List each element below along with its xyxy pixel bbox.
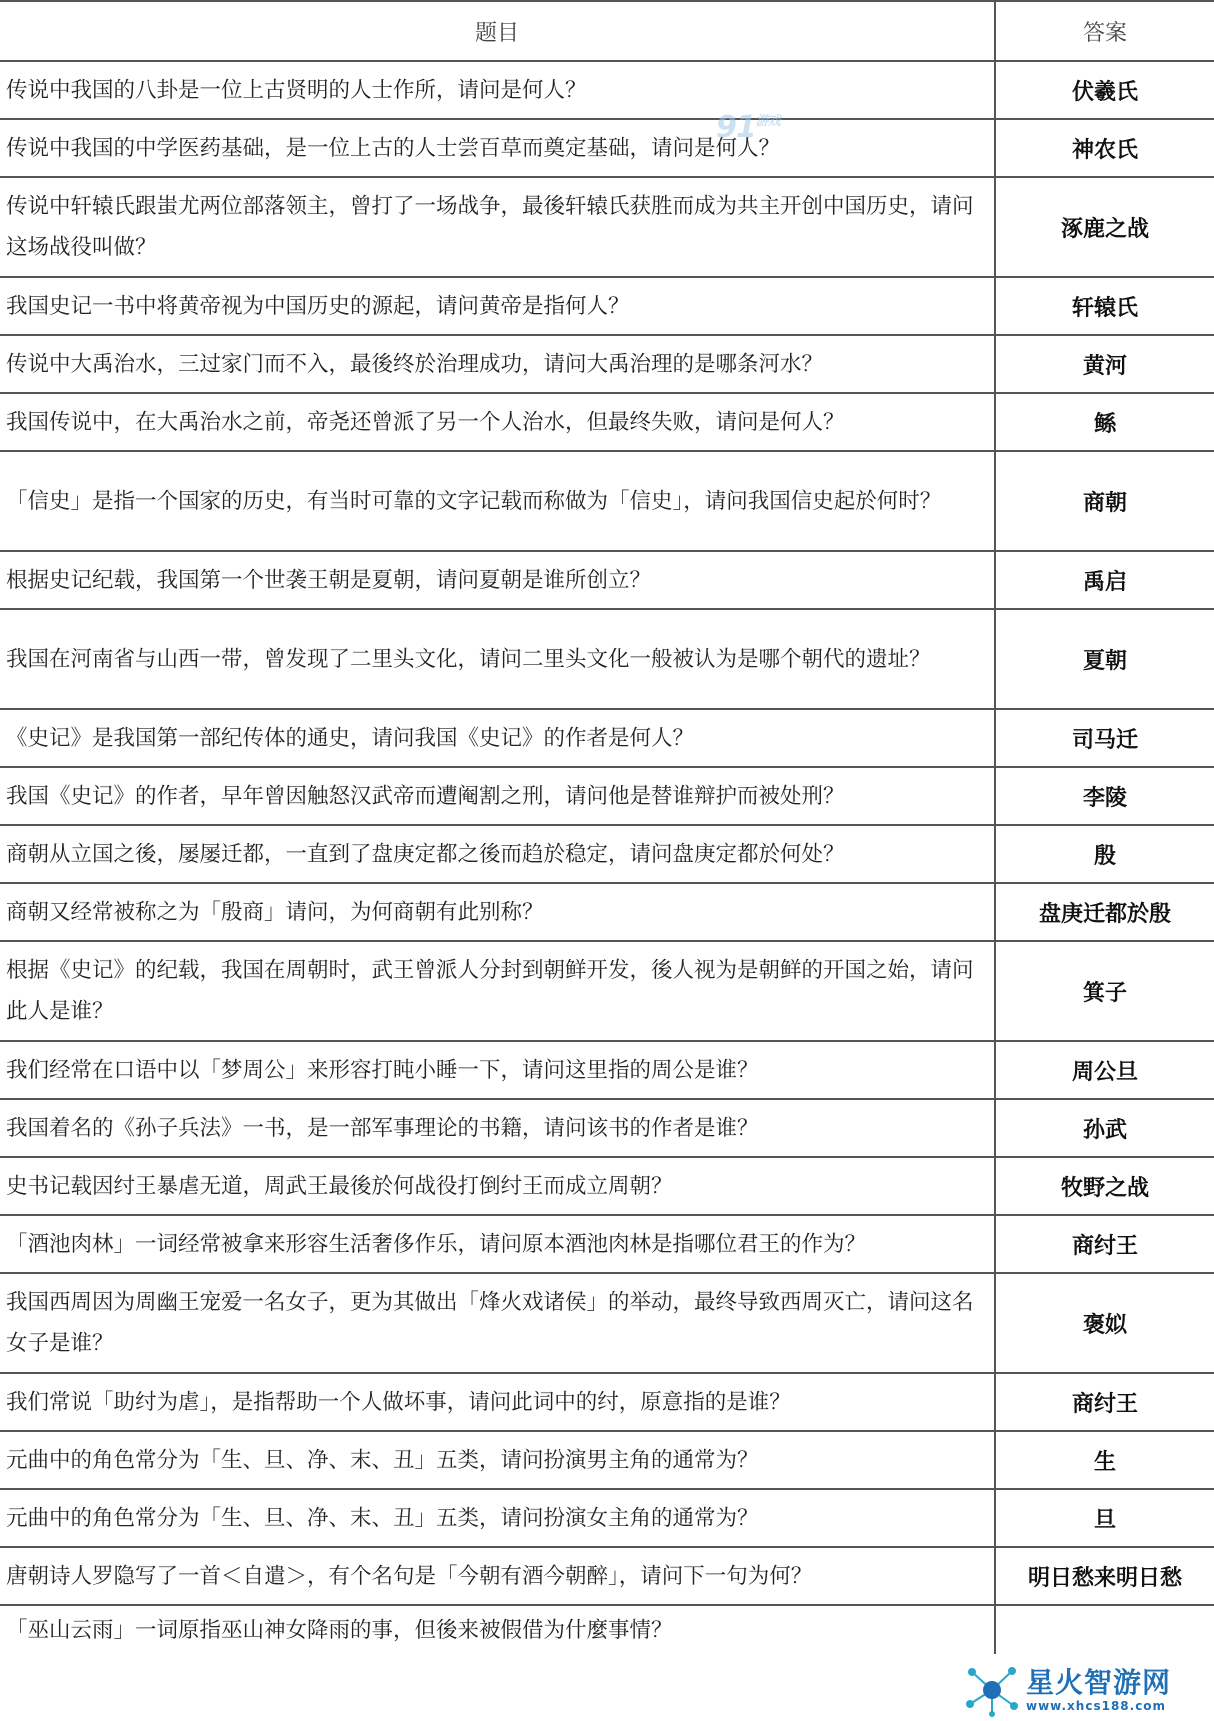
question-cell: 商朝又经常被称之为「殷商」请问，为何商朝有此别称？ (0, 883, 995, 941)
answer-cell: 伏羲氏 (995, 61, 1214, 119)
question-cell: 史书记载因纣王暴虐无道，周武王最後於何战役打倒纣王而成立周朝？ (0, 1157, 995, 1215)
question-cell: 传说中我国的中学医药基础，是一位上古的人士尝百草而奠定基础，请问是何人？ (0, 119, 995, 177)
table-row (0, 1041, 1214, 1099)
question-cell: 传说中大禹治水，三过家门而不入，最後终於治理成功，请问大禹治理的是哪条河水？ (0, 335, 995, 393)
table-row (0, 393, 1214, 451)
answer-cell: 夏朝 (995, 609, 1214, 709)
table-row (0, 1273, 1214, 1373)
table-row (0, 1489, 1214, 1547)
answer-cell: 鲧 (995, 393, 1214, 451)
answer-cell: 牧野之战 (995, 1157, 1214, 1215)
question-cell: 我们常说「助纣为虐」，是指帮助一个人做坏事，请问此词中的纣，原意指的是谁？ (0, 1373, 995, 1431)
answer-cell: 商纣王 (995, 1373, 1214, 1431)
table-row (0, 335, 1214, 393)
question-cell: 我国史记一书中将黄帝视为中国历史的源起，请问黄帝是指何人？ (0, 277, 995, 335)
question-cell: 我国西周因为周幽王宠爱一名女子，更为其做出「烽火戏诸侯」的举动，最终导致西周灭亡，请问这名女子是谁？ (0, 1273, 995, 1373)
table-row (0, 1099, 1214, 1157)
table-row (0, 941, 1214, 1041)
answer-cell: 神农氏 (995, 119, 1214, 177)
table-row (0, 61, 1214, 119)
table-row (0, 825, 1214, 883)
network-icon (962, 1662, 1022, 1718)
answer-cell: 黄河 (995, 335, 1214, 393)
answer-cell: 轩辕氏 (995, 277, 1214, 335)
table-row (0, 709, 1214, 767)
question-cell: 「信史」是指一个国家的历史，有当时可靠的文字记载而称做为「信史」，请问我国信史起於何时？ (0, 451, 995, 551)
answer-cell: 涿鹿之战 (995, 177, 1214, 277)
table-row (0, 883, 1214, 941)
table-row (0, 609, 1214, 709)
question-cell: 我国《史记》的作者，早年曾因触怒汉武帝而遭阉割之刑，请问他是替谁辩护而被处刑？ (0, 767, 995, 825)
answer-cell: 商纣王 (995, 1215, 1214, 1273)
table-row (0, 119, 1214, 177)
question-cell: 元曲中的角色常分为「生、旦、净、末、丑」五类，请问扮演男主角的通常为？ (0, 1431, 995, 1489)
answer-cell: 孙武 (995, 1099, 1214, 1157)
answer-cell: 明日愁来明日愁 (995, 1547, 1214, 1605)
table-row (0, 177, 1214, 277)
question-cell: 传说中我国的八卦是一位上古贤明的人士作所，请问是何人？ (0, 61, 995, 119)
table-row (0, 1157, 1214, 1215)
question-cell: 我国在河南省与山西一带，曾发现了二里头文化，请问二里头文化一般被认为是哪个朝代的遗址？ (0, 609, 995, 709)
question-cell: 我们经常在口语中以「梦周公」来形容打盹小睡一下，请问这里指的周公是谁？ (0, 1041, 995, 1099)
answer-cell: 箕子 (995, 941, 1214, 1041)
question-cell: 「巫山云雨」一词原指巫山神女降雨的事，但後来被假借为什麼事情？ (0, 1605, 995, 1654)
table-row (0, 1215, 1214, 1273)
answer-cell: 商朝 (995, 451, 1214, 551)
answer-cell: 殷 (995, 825, 1214, 883)
answer-cell: 生 (995, 1431, 1214, 1489)
question-column-header: 题目 (0, 1, 995, 61)
table-row (0, 1605, 1214, 1654)
question-cell: 我国着名的《孙子兵法》一书，是一部军事理论的书籍，请问该书的作者是谁？ (0, 1099, 995, 1157)
table-row (0, 551, 1214, 609)
question-cell: 商朝从立国之後，屡屡迁都，一直到了盘庚定都之後而趋於稳定，请问盘庚定都於何处？ (0, 825, 995, 883)
answer-column-header: 答案 (995, 1, 1214, 61)
logo-url: www.xhcs188.com (1026, 1698, 1167, 1713)
answer-cell: 周公旦 (995, 1041, 1214, 1099)
site-logo[interactable] (962, 1658, 1214, 1721)
question-cell: 根据《史记》的纪载，我国在周朝时，武王曾派人分封到朝鲜开发，後人视为是朝鲜的开国之始，请问此人是谁？ (0, 941, 995, 1041)
table-row (0, 767, 1214, 825)
table-row (0, 1431, 1214, 1489)
answer-cell: 司马迁 (995, 709, 1214, 767)
answer-cell: 李陵 (995, 767, 1214, 825)
answer-cell: 旦 (995, 1489, 1214, 1547)
logo-name: 星火智游网 (1026, 1665, 1172, 1699)
answer-cell (995, 1605, 1214, 1654)
question-cell: 元曲中的角色常分为「生、旦、净、末、丑」五类，请问扮演女主角的通常为？ (0, 1489, 995, 1547)
question-cell: 唐朝诗人罗隐写了一首＜自遣＞，有个名句是「今朝有酒今朝醉」，请问下一句为何？ (0, 1547, 995, 1605)
table-row (0, 277, 1214, 335)
question-cell: 我国传说中，在大禹治水之前，帝尧还曾派了另一个人治水，但最终失败，请问是何人？ (0, 393, 995, 451)
answer-cell: 盘庚迁都於殷 (995, 883, 1214, 941)
answer-cell: 禹启 (995, 551, 1214, 609)
table-row (0, 1547, 1214, 1605)
question-cell: 「酒池肉林」一词经常被拿来形容生活奢侈作乐，请问原本酒池肉林是指哪位君王的作为？ (0, 1215, 995, 1273)
watermark-91-logo: $91^{游戏}$ (716, 110, 780, 145)
table-row (0, 1373, 1214, 1431)
table-row (0, 451, 1214, 551)
table-header-row (0, 1, 1214, 61)
question-cell: 根据史记纪载，我国第一个世袭王朝是夏朝，请问夏朝是谁所创立？ (0, 551, 995, 609)
question-cell: 《史记》是我国第一部纪传体的通史，请问我国《史记》的作者是何人？ (0, 709, 995, 767)
question-cell: 传说中轩辕氏跟蚩尤两位部落领主，曾打了一场战争，最後轩辕氏获胜而成为共主开创中国历史，请问这场战役叫做？ (0, 177, 995, 277)
answer-cell: 褒姒 (995, 1273, 1214, 1373)
